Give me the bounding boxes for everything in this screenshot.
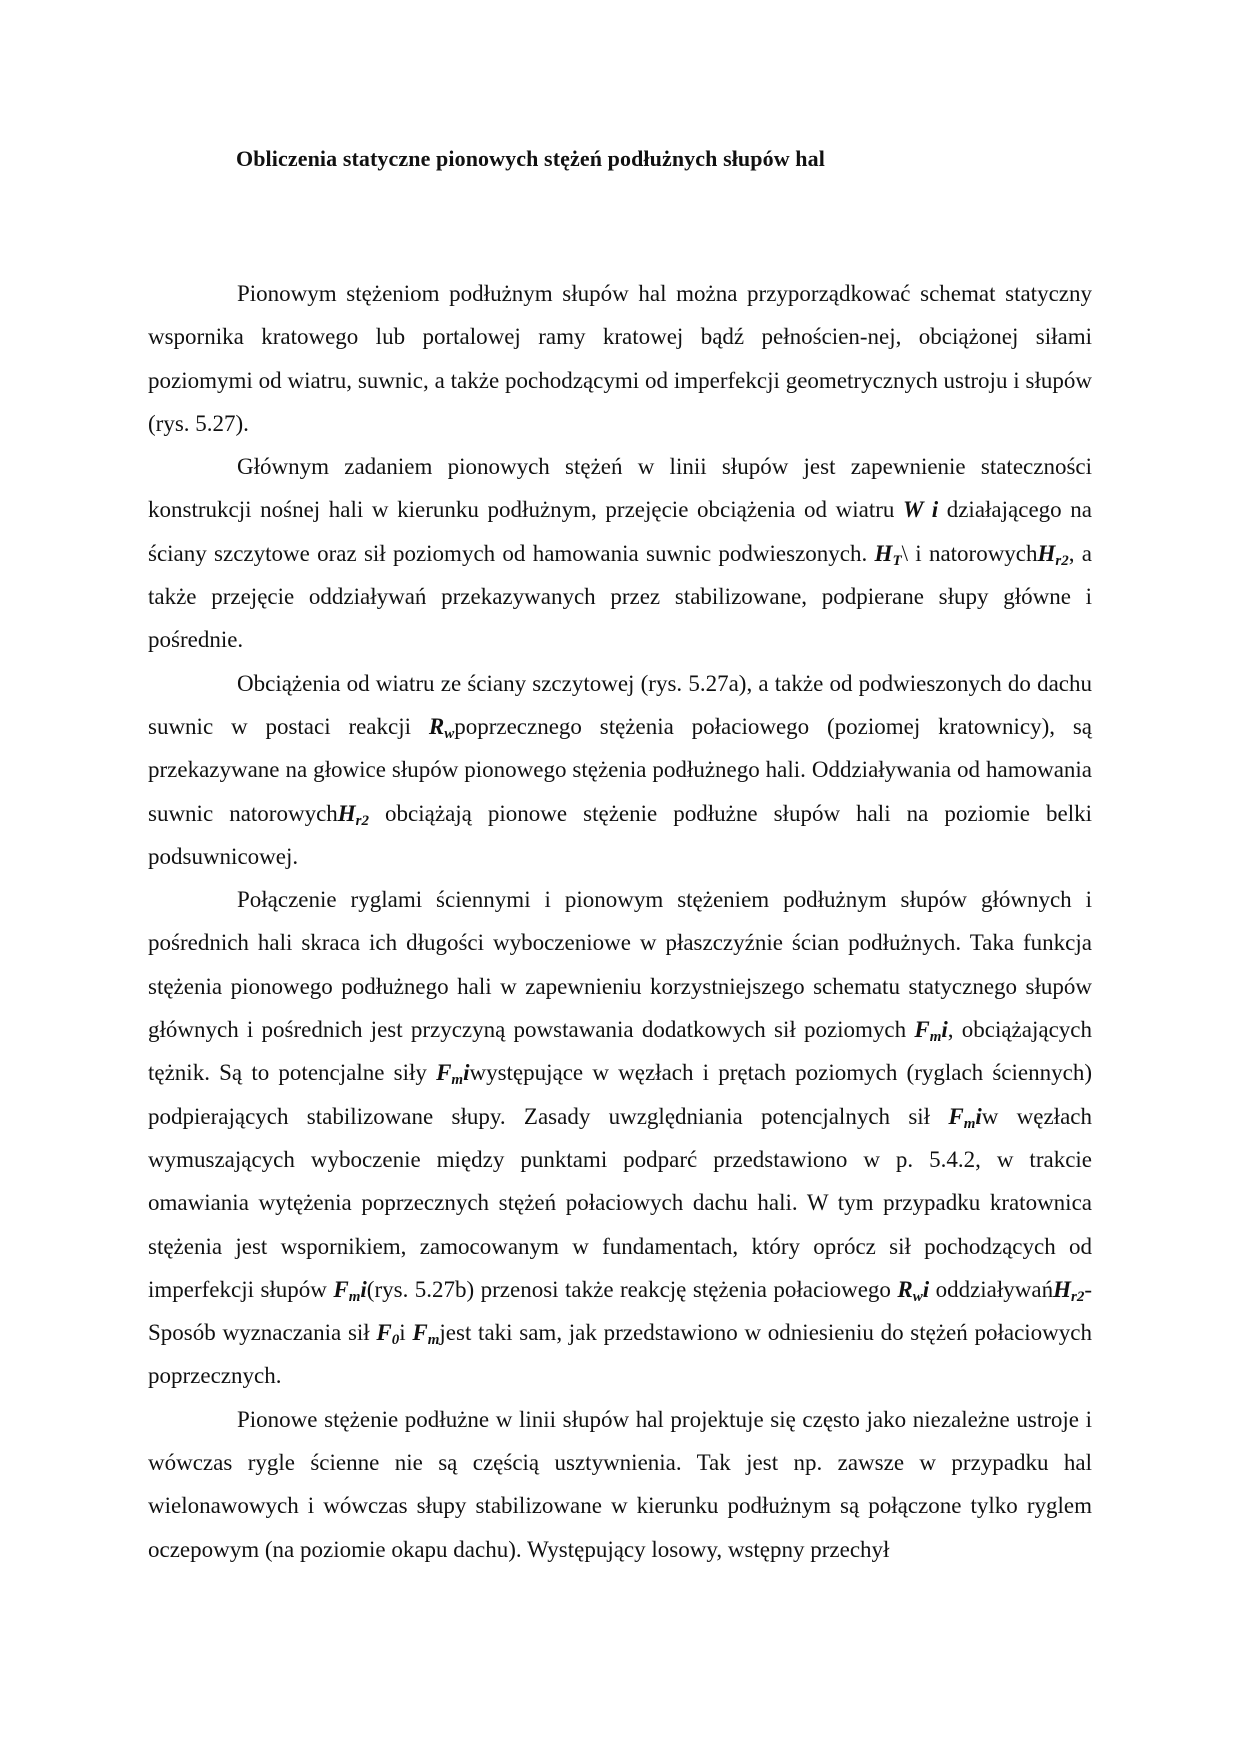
paragraph-2: Głównym zadaniem pionowych stężeń w linii słupów jest zapewnienie stateczności konstrukcji nośnej hali w kierunku podłużnym, przejęcie obciążenia od wiatru W i działającego na ściany szczytowe oraz sił poziomych od hamowania suwnic podwieszonych. $H_T\backslash$ i natorowychH$_{r2}$, a także przejęcie oddziaływań przekazywanych przez stabilizowane, podpierane słupy główne i pośrednie. [148, 454, 1093, 653]
body-text [148, 272, 1092, 1571]
paragraph-3: Obciążenia od wiatru ze ściany szczytowej (rys. 5.27a), a także od podwieszonych do dachu suwnic w postaci reakcji $R_wpoprzecznego$ stężenia połaciowego (poziomej kratownicy), są przekazywane na głowice słupów pionowego stężenia podłużnego hali. Oddziaływania od hamowania suwnic natorowychH$_{r2}$ obciążają pionowe stężenie podłużne słupów hali na poziomie belki podsuwnicowej. [148, 670, 1092, 869]
paragraph-1: Pionowym stężeniom podłużnym słupów hal można przyporządkować schemat statyczny wspornika kratowego lub portalowej ramy kratowej bądź pełnościen-nej, obciążonej siłami poziomymi od wiatru, suwnic, a także pochodzącymi od imperfekcji geometrycznych ustroju i słupów (rys. 5.27). [148, 281, 1092, 436]
paragraph-5: Pionowe stężenie podłużne w linii słupów hal projektuje się często jako niezależne ustroje i wówczas rygle ścienne nie są częścią usztywnienia. Tak jest np. zawsze w przypadku hal wielonawowych i wówczas słupy stabilizowane w kierunku podłużnym są połączone tylko ryglem oczepowym (na poziomie okapu dachu). Występujący losowy, wstępny przechył [148, 1406, 1092, 1562]
page-title: Obliczenia statyczne pionowych stężeń podłużnych słupów hal [236, 146, 825, 171]
paragraph-4: Połączenie ryglami ściennymi i pionowym stężeniem podłużnym słupów głównych i pośrednich hali skraca ich długości wyboczeniowe w płaszczyźnie ścian podłużnych. Taka funkcja stężenia pionowego podłużnego hali w zapewnieniu korzystniejszego schematu statycznego słupów głównych i pośrednich jest przyczyną powstawania dodatkowych sił poziomych $F_mi$, obciążających tężnik. Są to potencjalne siły $F_miwystępujące$ w węzłach i prętach poziomych (ryglach ściennych) podpierających stabilizowane słupy. Zasady uwzględniania potencjalnych sił $F_miw$ węzłach wymuszających wyboczenie między punktami podparć przedstawiono w p. 5.4.2, w trakcie omawiania wytężenia poprzecznych stężeń połaciowych dachu hali. W tym przypadku kratownica stężenia jest wspornikiem, zamocowanym w fundamentach, który oprócz sił pochodzących od imperfekcji słupów $F_mi(rys$. 5.27b) przenosi także reakcję stężenia połaciowego $R_wi$ oddziaływańH$_{r2}$- Sposób wyznaczania sił $F_0i$ $F_mjest$ taki sam, jak przedstawiono w odniesieniu do stężeń połaciowych poprzecznych. [148, 887, 1092, 1389]
